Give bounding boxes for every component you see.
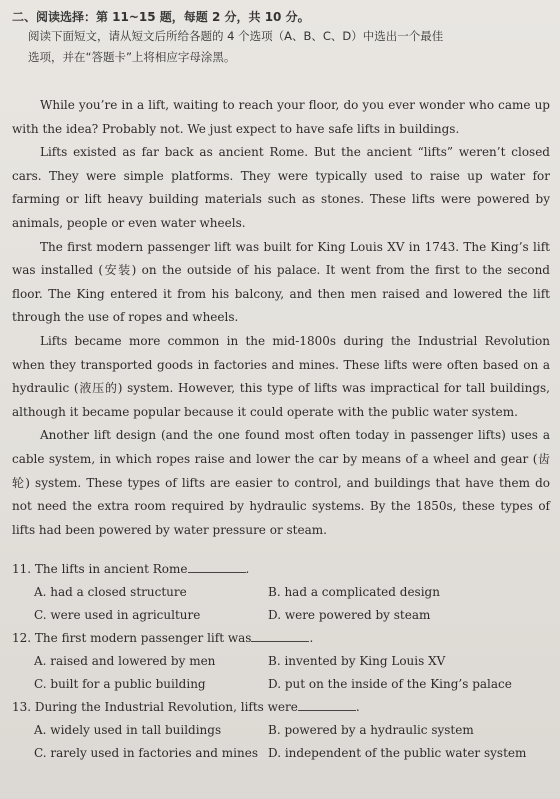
- instructions-line-1: 阅读下面短文，请从短文后所给各题的 4 个选项（A、B、C、D）中选出一个最佳: [28, 29, 444, 43]
- option-b: B. had a complicated design: [268, 585, 440, 600]
- option-c: C. built for a public building: [34, 677, 206, 692]
- passage-paragraph-1: While you’re in a lift, waiting to reach your floor, do you ever wonder who came up with the idea? Probably not. We just expect to have safe lifts in buildings.: [12, 98, 550, 136]
- answer-blank: [251, 631, 309, 642]
- passage-paragraph-3: The first modern passenger lift was built for King Louis XV in 1743. The King’s lift was installed (安装) on the outside of his palace. It went from the first to the second floor. The King entered it from his balcony, and then men raised and lowered the lift through the use of ropes and wheels.: [12, 239, 550, 325]
- question-11-stem: [12, 558, 550, 581]
- passage-paragraph-2: Lifts existed as far back as ancient Rome. But the ancient “lifts” weren’t closed cars. They were simple platforms. They were typically used to raise up water for farming or lift heavy building materials such as stones. These lifts were powered by animals, people or even water wheels.: [12, 145, 550, 230]
- option-d: D. were powered by steam: [268, 608, 431, 623]
- question-text: The lifts in ancient Rome: [34, 562, 188, 577]
- question-number: 11.: [12, 562, 32, 577]
- reading-passage: [12, 94, 550, 542]
- option-d: D. put on the inside of the King’s palace: [268, 677, 512, 692]
- option-a: A. raised and lowered by men: [34, 654, 216, 669]
- option-b: B. invented by King Louis XV: [268, 654, 446, 669]
- option-a: A. had a closed structure: [34, 585, 187, 600]
- question-text: The first modern passenger lift was: [34, 631, 252, 646]
- question-11-options-row-2: [12, 604, 550, 627]
- question-13-options-row-2: [12, 742, 550, 765]
- answer-blank: [298, 700, 356, 711]
- question-end: .: [245, 562, 250, 577]
- question-end: .: [355, 700, 360, 715]
- answer-blank: [188, 562, 246, 573]
- question-list: [12, 558, 550, 765]
- question-12-stem: [12, 627, 550, 650]
- passage-paragraph-4: Lifts became more common in the mid-1800s during the Industrial Revolution when they transported goods in factories and mines. These lifts were often based on a hydraulic (液压的) system. However, this type of lifts was impractical for tall buildings, although it became popular because it could operate with the public water system.: [12, 333, 550, 419]
- option-c: C. rarely used in factories and mines: [34, 746, 259, 761]
- question-11-options-row-1: [12, 581, 550, 604]
- question-text: During the Industrial Revolution, lifts were: [34, 700, 298, 715]
- question-12-options-row-1: [12, 650, 550, 673]
- question-13-stem: [12, 696, 550, 719]
- option-d: D. independent of the public water system: [268, 746, 527, 761]
- question-13-options-row-1: [12, 719, 550, 742]
- option-a: A. widely used in tall buildings: [34, 723, 222, 738]
- option-c: C. were used in agriculture: [34, 608, 201, 623]
- question-end: .: [309, 631, 314, 646]
- instructions-line-2: 选项，并在“答题卡”上将相应字母涂黑。: [28, 50, 236, 64]
- question-number: 13.: [12, 700, 32, 715]
- option-b: B. powered by a hydraulic system: [268, 723, 474, 738]
- question-12-options-row-2: [12, 673, 550, 696]
- passage-paragraph-5: Another lift design (and the one found most often today in passenger lifts) uses a cable system, in which ropes raise and lower the car by means of a wheel and gear (齿轮) system. These types of lifts are easier to control, and buildings that have them do not need the extra room required by hydraulic systems. By the 1850s, these types of lifts had been powered by water pressure or steam.: [12, 428, 550, 537]
- section-title: 二、阅读选择：第 11~15 题，每题 2 分，共 10 分。: [12, 10, 310, 24]
- question-number: 12.: [12, 631, 32, 646]
